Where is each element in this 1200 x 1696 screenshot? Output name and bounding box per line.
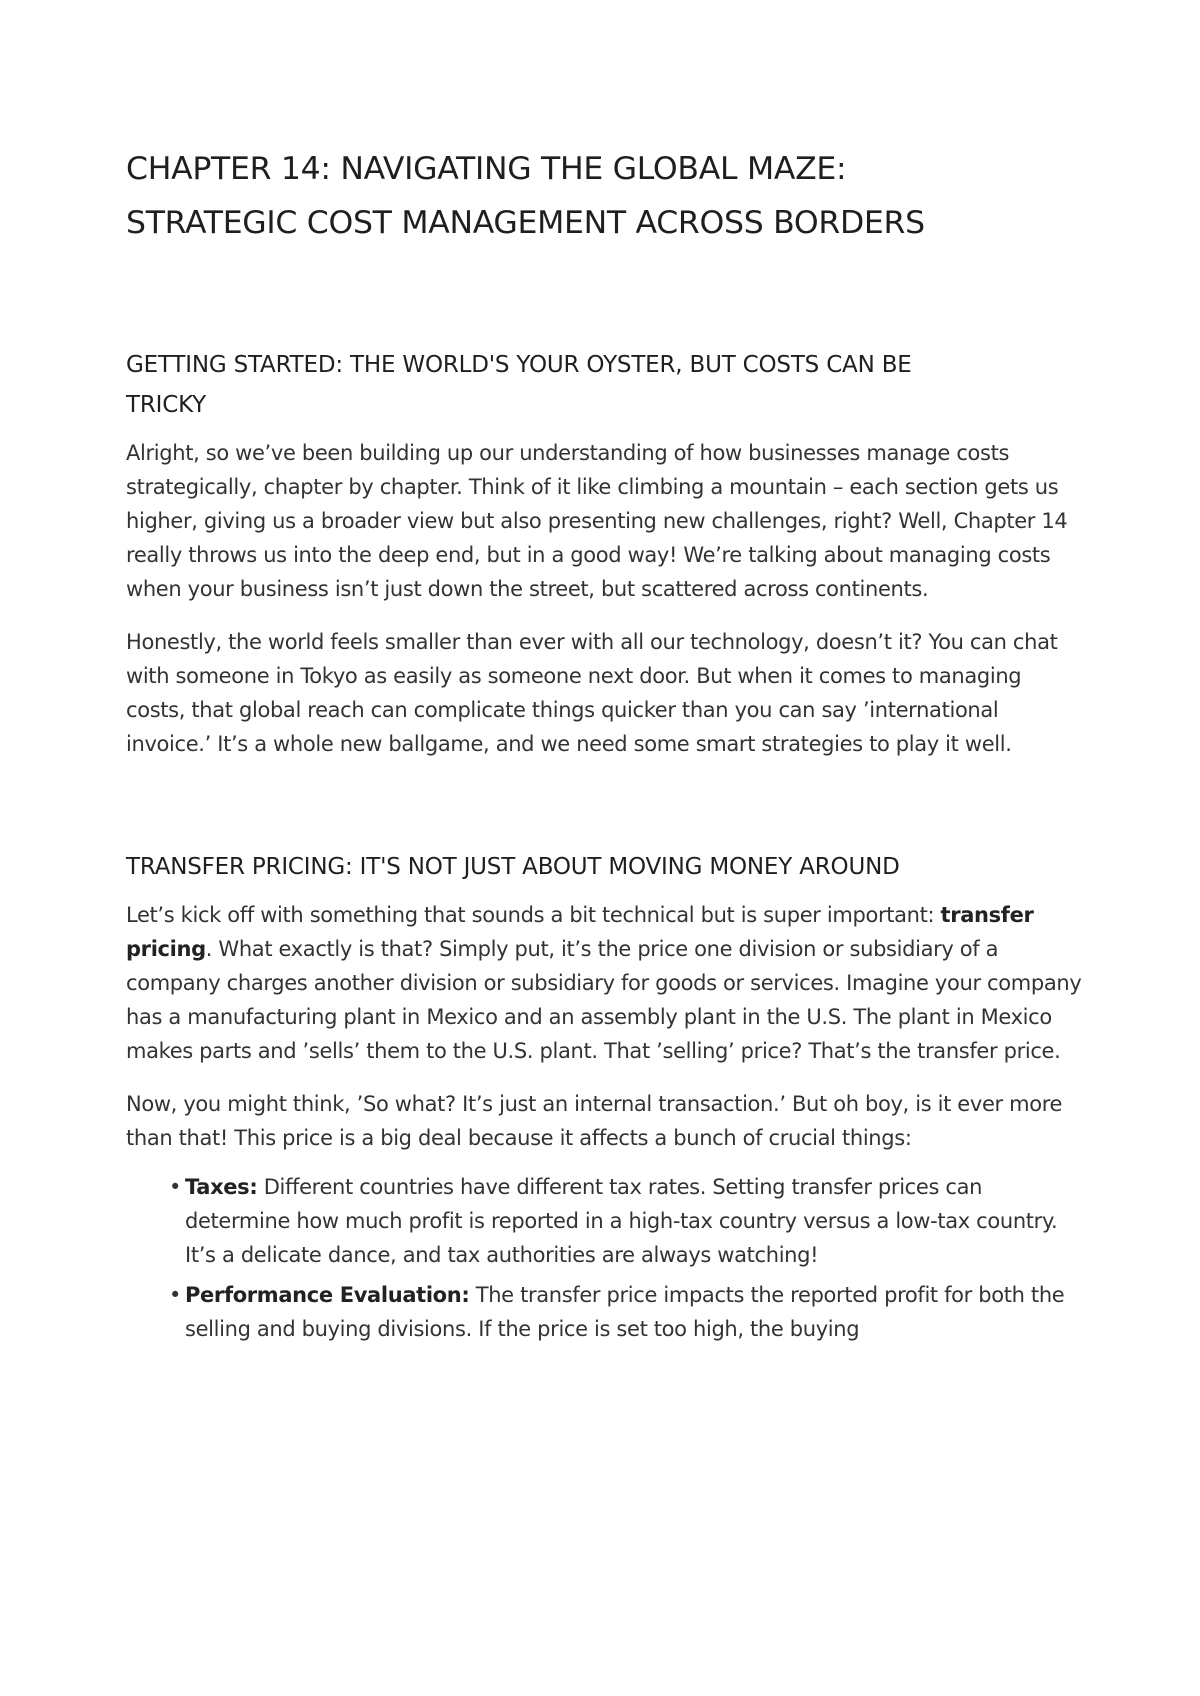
list-item-text: The transfer price impacts the reported profit for both the selling and buying divisions. If the price is set too high, the buying [185, 1283, 1065, 1341]
list-item-term: Performance Evaluation: [185, 1283, 470, 1307]
list-item-performance-evaluation [169, 1278, 1086, 1346]
paragraph-global-reach: Honestly, the world feels smaller than ever with all our technology, doesn’t it? You can chat with someone in Tokyo as easily as someone next door. But when it comes to managing costs, that global reach can complicate things quicker than you can say ’international invoice.’ It’s a whole new ballgame, and we need some smart strategies to play it well. [126, 630, 1058, 756]
chapter-title [126, 142, 1086, 250]
section-heading-line-1: GETTING STARTED: THE WORLD'S YOUR OYSTER, BUT COSTS CAN BE [126, 352, 912, 378]
bullet-marker: • [169, 1283, 182, 1307]
list-item-term: Taxes: [185, 1175, 258, 1199]
paragraph-text-pre: Let’s kick off with something that sounds a bit technical but is super important: [126, 903, 941, 927]
chapter-title-line-1: CHAPTER 14: NAVIGATING THE GLOBAL MAZE: [126, 151, 847, 187]
bullet-marker: • [169, 1175, 182, 1199]
paragraph-why-it-matters: Now, you might think, ’So what? It’s just an internal transaction.’ But oh boy, is it ever more than that! This price is a big deal because it affects a bunch of crucial things: [126, 1092, 1063, 1150]
chapter-title-line-2: STRATEGIC COST MANAGEMENT ACROSS BORDERS [126, 205, 925, 241]
list-item-taxes [169, 1170, 1086, 1272]
list-item-text: Different countries have different tax rates. Setting transfer prices can determine how much profit is reported in a high-tax country versus a low-tax country. It’s a delicate dance, and tax authorities are always watching! [185, 1175, 1058, 1267]
paragraph-text-post: . What exactly is that? Simply put, it’s the price one division or subsidiary of a company charges another division or subsidiary for goods or services. Imagine your company has a manufacturing plant in Mexico and an assembly plant in the U.S. The plant in Mexico makes parts and ’sells’ them to the U.S. plant. That ’selling’ price? That’s the transfer price. [126, 937, 1082, 1063]
section-heading-transfer-pricing: TRANSFER PRICING: IT'S NOT JUST ABOUT MOVING MONEY AROUND [126, 854, 900, 880]
term-transfer-pricing: transfer pricing [126, 903, 1034, 961]
paragraph-transfer-pricing-definition [126, 898, 1086, 1068]
section-heading-line-2: TRICKY [126, 392, 206, 418]
bullet-list-crucial-things [126, 1170, 1086, 1346]
section-heading-getting-started [126, 345, 1086, 425]
paragraph-intro: Alright, so we’ve been building up our understanding of how businesses manage costs strategically, chapter by chapter. Think of it like climbing a mountain – each section gets us higher, giving us a broader view but also presenting new challenges, right? Well, Chapter 14 really throws us into the deep end, but in a good way! We’re talking about managing costs when your business isn’t just down the street, but scattered across continents. [126, 441, 1068, 601]
document-page [126, 142, 1086, 1352]
